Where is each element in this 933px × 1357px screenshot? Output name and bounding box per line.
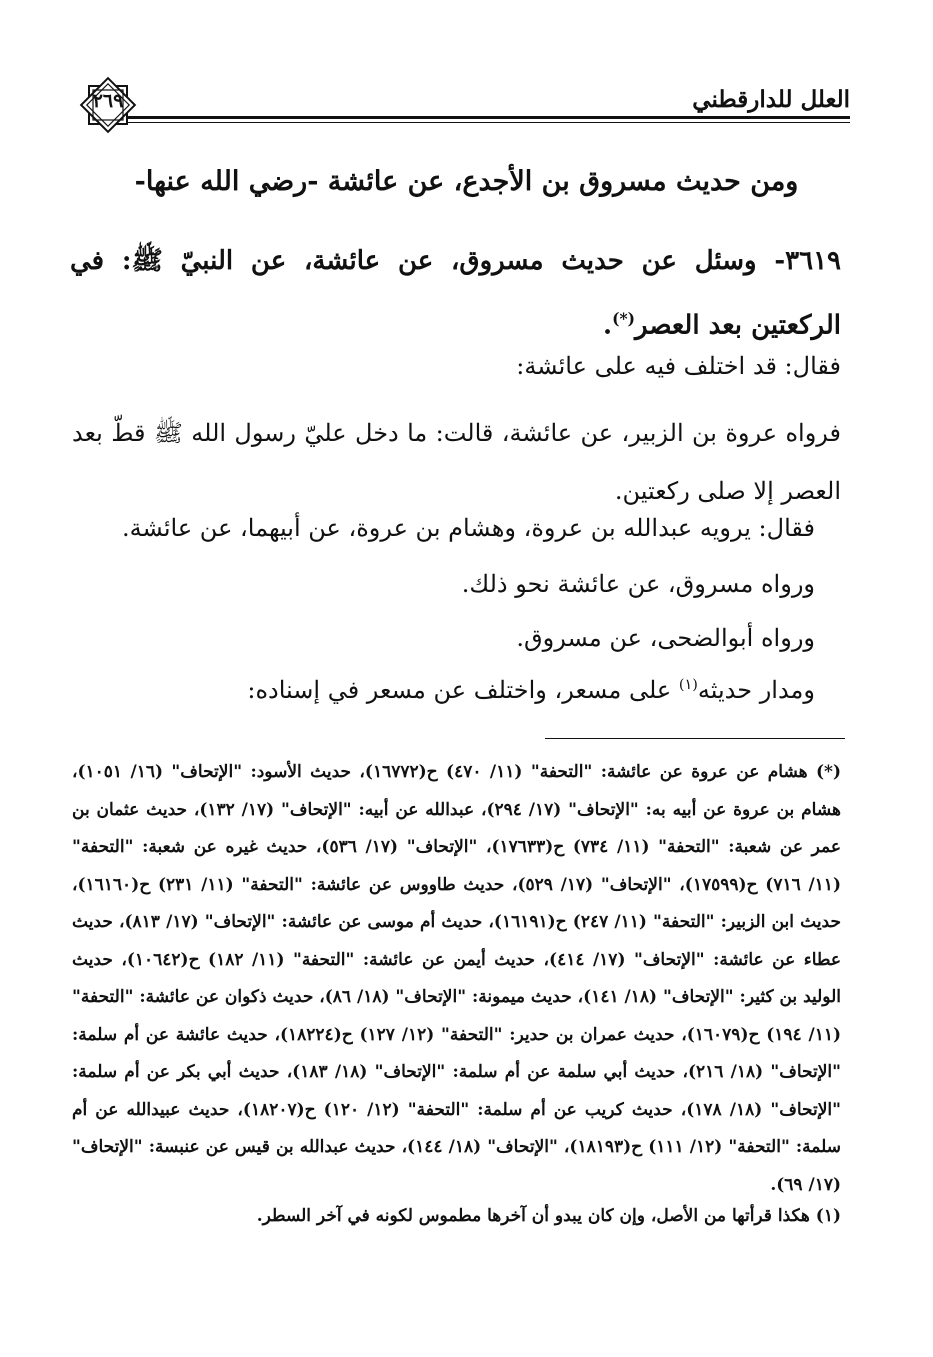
footnote-divider — [545, 738, 845, 739]
paragraph-3: فقال: يرويه عبدالله بن عروة، وهشام بن عروة، عن أبيهما، عن عائشة. — [121, 514, 815, 542]
paragraph-1: فقال: قد اختلف فيه على عائشة: — [516, 352, 841, 380]
question-paragraph: ٣٦١٩- وسئل عن حديث مسروق، عن عائشة، عن النبيّ ﷺ: في الركعتين بعد العصر(*). — [70, 246, 841, 341]
paragraph-2: فرواه عروة بن الزبير، عن عائشة، قالت: ما دخل عليّ رسول الله ﷺ قطّ بعد العصر إلا صلى ركعتين. — [72, 419, 841, 505]
page-number: ٢٦٩ — [92, 90, 124, 112]
page-header — [75, 72, 850, 132]
running-title: العلل للدارقطني — [692, 86, 850, 113]
question-number: ٣٦١٩ — [785, 246, 841, 276]
footnote-mark-star: (*) — [612, 309, 635, 328]
footnote-mark-1: (١) — [678, 677, 698, 693]
question-text: - وسئل عن حديث مسروق، عن عائشة، عن النبيّ ﷺ: في الركعتين بعد العصر — [70, 246, 841, 341]
paragraph-4: ورواه مسروق، عن عائشة نحو ذلك. — [461, 570, 815, 598]
header-rule — [125, 116, 850, 123]
paragraph-5: ورواه أبوالضحى، عن مسروق. — [516, 624, 815, 652]
footnote-star: (*) هشام عن عروة عن عائشة: "التحفة" (١١/ ٤٧٠) ح(١٦٧٧٢)، حديث الأسود: "الإتحاف" (١٦/ ١٠٥١)، هشام بن عروة عن أبيه به: "الإتحاف" (١٧/ ٢٩٤)، عبدالله عن أبيه: "الإتحاف" (١٧/ ١٣٢)، حديث عثمان بن عمر عن شعبة: "التحفة" (١١/ ٧٣٤) ح(١٧٦٣٣)، "الإتحاف" (١٧/ ٥٣٦)، حديث غيره عن شعبة: "التحفة" (١١/ ٧١٦) ح(١٧٥٩٩)، "الإتحاف" (١٧/ ٥٢٩)، حديث طاووس عن عائشة: "التحفة" (١١/ ٢٣١) ح(١٦١٦٠)، حديث ابن الزبير: "التحفة" (١١/ ٢٤٧) ح(١٦١٩١)، حديث أم موسى عن عائشة: "الإتحاف" (١٧/ ٨١٣)، حديث عطاء عن عائشة: "الإتحاف" (١٧/ ٤١٤)، حديث أيمن عن عائشة: "التحفة" (١١/ ١٨٢) ح(١٠٦٤٢)، حديث الوليد بن كثير: "الإتحاف" (١٨/ ١٤١)، حديث ميمونة: "الإتحاف" (١٨/ ٨٦)، حديث ذكوان عن عائشة: "التحفة" (١١/ ١٩٤) ح(١٦٠٧٩)، حديث عمران بن حدير: "التحفة" (١٢/ ١٢٧) ح(١٨٢٢٤)، حديث عائشة عن أم سلمة: "الإتحاف" (١٨/ ٢١٦)، حديث أبي سلمة عن أم سلمة: "الإتحاف" (١٨/ ١٨٣)، حديث أبي بكر عن أم سلمة: "الإتحاف" (١٨/ ١٧٨)، حديث كريب عن أم سلمة: "التحفة" (١٢/ ١٢٠) ح(١٨٢٠٧)، حديث عبيدالله عن أم سلمة: "التحفة" (١٢/ ١١١) ح(١٨١٩٣)، "الإتحاف" (١٨/ ١٤٤)، حديث عبدالله بن قيس عن عنبسة: "الإتحاف" (١٧/ ٦٩). — [72, 762, 842, 1195]
paragraph-6: ومدار حديثه$^{(١)}$ على مسعر، واختلف عن مسعر في إسناده: — [247, 676, 815, 704]
page-number-star-icon — [75, 72, 141, 138]
footnote-1: (١) هكذا قرأتها من الأصل، وإن كان يبدو أن آخرها مطموس لكونه في آخر السطر. — [256, 1206, 841, 1226]
section-heading: ومن حديث مسروق بن الأجدع، عن عائشة -رضي الله عنها- — [134, 166, 799, 197]
